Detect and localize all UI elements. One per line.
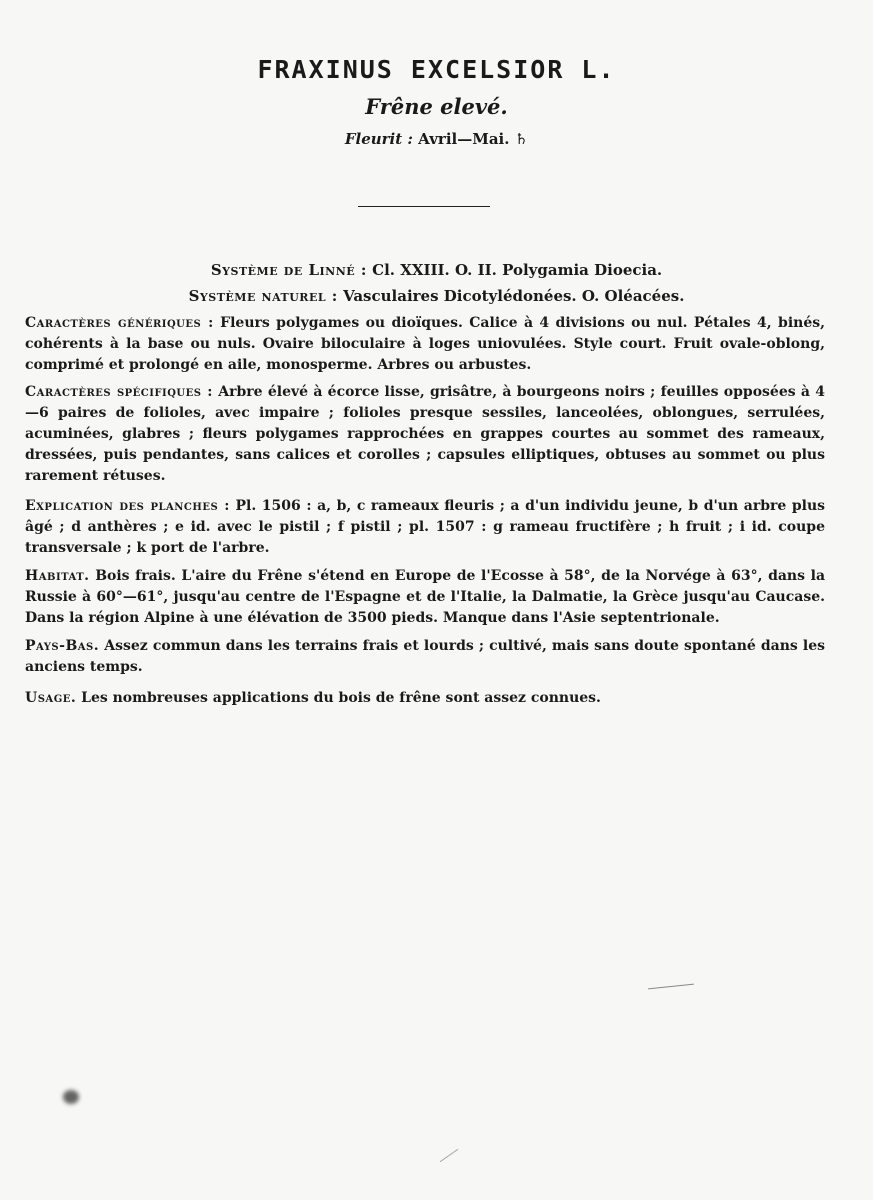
section-text: Assez commun dans les terrains frais et lourds ; cultivé, mais sans doute spontané dans les anciens temps. — [25, 638, 825, 675]
specific-characters-paragraph — [25, 382, 825, 487]
usage-paragraph — [25, 688, 825, 709]
section-text: Pl. 1506 : a, b, c rameaux fleuris ; a d'un individu jeune, b d'un arbre plus âgé ; d anthères ; e id. avec le pistil ; f pistil ; pl. 1507 : g rameau fructifère ; h fruit ; i id. coupe transversale ; k port de l'arbre. — [25, 498, 826, 556]
linne-value: Cl. XXIII. O. II. Polygamia Dioecia. — [372, 261, 663, 279]
linne-system-line — [0, 261, 873, 279]
section-text: Bois frais. L'aire du Frêne s'étend en Europe de l'Ecosse à 58°, de la Norvége à 63°, dans la Russie à 60°—61°, jusqu'au centre de l'Espagne et de l'Italie, la Dalmatie, la Grèce jusqu'au Caucase. Dans la région Alpine à une élévation de 3500 pieds. Manque dans l'Asie septentrionale. — [25, 568, 826, 626]
pencil-mark — [440, 1149, 459, 1162]
section-text: Les nombreuses applications du bois de frêne sont assez connues. — [81, 690, 601, 706]
section-label: Usage. — [25, 690, 77, 706]
naturel-label: Système naturel : — [188, 287, 338, 305]
page-title: FRAXINUS EXCELSIOR L. — [257, 55, 616, 84]
netherlands-paragraph — [25, 636, 825, 678]
flowering-line — [0, 130, 873, 148]
flowering-value: Avril—Mai. ♄ — [418, 130, 529, 148]
section-label: Habitat. — [25, 568, 90, 584]
natural-system-line — [0, 287, 873, 305]
section-label: Explication des planches : — [25, 498, 230, 514]
linne-label: Système de Linné : — [210, 261, 367, 279]
common-name: Frêne elevé. — [365, 94, 508, 119]
ink-smudge — [63, 1090, 79, 1104]
plates-explanation-paragraph — [25, 496, 825, 559]
section-text: Arbre élevé à écorce lisse, grisâtre, à bourgeons noirs ; feuilles opposées à 4—6 paires de folioles, avec impaire ; folioles presque sessiles, lanceolées, oblongues, serrulées, acuminées, glabres ; fleurs polygames rapprochées en grappes courtes au sommet des rameaux, dressées, puis pendantes, sans calices et corolles ; capsules elliptiques, obtuses au sommet ou plus rarement rétuses. — [25, 384, 826, 484]
flowering-label: Fleurit : — [344, 130, 413, 148]
section-label: Caractères génériques : — [25, 315, 214, 331]
section-label: Caractères spécifiques : — [25, 384, 213, 400]
naturel-value: Vasculaires Dicotylédonées. O. Oléacées. — [343, 287, 685, 305]
section-label: Pays-Bas. — [25, 638, 100, 654]
habitat-paragraph — [25, 566, 825, 629]
pencil-mark — [648, 984, 694, 990]
divider-rule — [358, 206, 490, 207]
section-text: Fleurs polygames ou dioïques. Calice à 4 divisions ou nul. Pétales 4, binés, cohérents à la base ou nuls. Ovaire biloculaire à loges uniovulées. Style court. Fruit ovale-oblong, comprimé et prolongé en aile, monosperme. Arbres ou arbustes. — [25, 315, 825, 373]
generic-characters-paragraph — [25, 313, 825, 376]
